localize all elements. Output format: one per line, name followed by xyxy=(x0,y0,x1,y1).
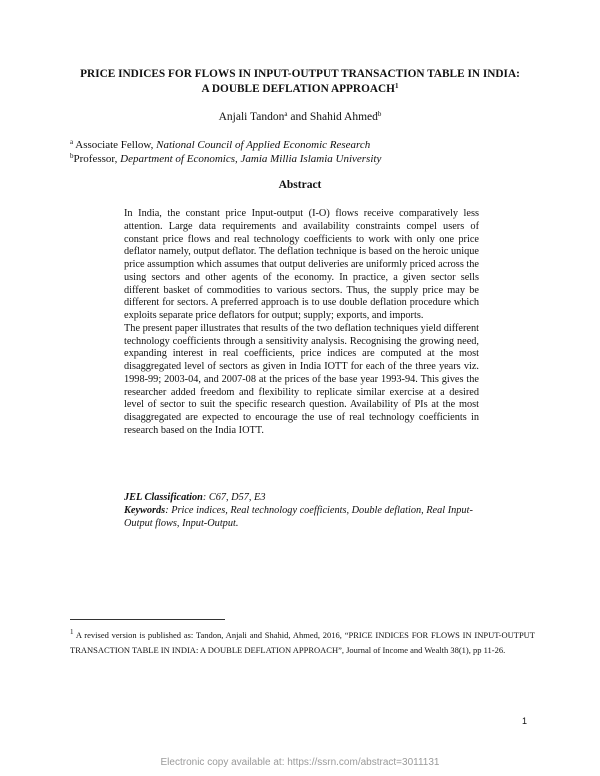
ssrn-banner: Electronic copy available at: https://ssrn.com/abstract=3011131 xyxy=(160,757,440,768)
keywords-label: Keywords xyxy=(124,505,166,516)
author-1-name: Anjali Tandon xyxy=(218,111,285,123)
affiliation-a-mark: a xyxy=(70,138,74,146)
title-line-2 xyxy=(60,82,540,97)
abstract-body xyxy=(124,208,479,438)
paper-title xyxy=(60,67,540,97)
title-line-2-text: A DOUBLE DEFLATION APPROACH xyxy=(201,83,395,95)
footnote-mark: 1 xyxy=(70,628,74,636)
affiliation-b-mark: b xyxy=(70,152,74,160)
keywords-line xyxy=(124,504,479,530)
title-footnote-mark: 1 xyxy=(394,82,399,90)
author-2-name: Shahid Ahmed xyxy=(309,111,378,123)
jel-line xyxy=(124,491,479,504)
abstract-paragraph-2: The present paper illustrates that results of the two deflation techniques yield different technology coefficients through a sensitivity analysis. Recognising the growing need, expanding interest in real coefficients, price indices are computed at the most disaggregated level of sectors as given in India IOTT for each of the three years viz. 1998-99; 2003-04, and 2007-08 at the prices of the base year 1993-94. This gives the researcher added freedom and flexibility to replicate similar exercise at a desired level of sector to suit the specific research question. Availability of PIs at the most disaggregated are expected to encourage the use of real technology coefficients in research based on the India IOTT. xyxy=(124,322,479,436)
footnote xyxy=(70,628,535,657)
author-2-mark: b xyxy=(377,110,382,118)
affiliation-b xyxy=(70,152,381,166)
footnote-divider xyxy=(70,619,225,620)
jel-label: JEL Classification xyxy=(124,492,203,503)
title-line-1: PRICE INDICES FOR FLOWS IN INPUT-OUTPUT TRANSACTION TABLE IN INDIA: xyxy=(80,68,520,80)
keywords-value: : Price indices, Real technology coefficients, Double deflation, Real Input-Output flows, Input-Output. xyxy=(124,505,473,529)
affiliation-a-role: Associate Fellow, xyxy=(75,139,157,151)
author-joiner: and xyxy=(287,111,310,123)
page-number: 1 xyxy=(522,716,528,726)
affiliation-a-org: National Council of Applied Economic Research xyxy=(156,139,371,151)
jel-value: : C67, D57, E3 xyxy=(202,492,266,503)
author-line xyxy=(0,111,600,123)
abstract-heading: Abstract xyxy=(278,179,322,191)
affiliation-b-org: Department of Economics, Jamia Millia Islamia University xyxy=(120,153,382,165)
affiliation-b-role: Professor, xyxy=(73,153,121,165)
classification-block xyxy=(124,491,479,530)
footnote-text: A revised version is published as: Tandon, Anjali and Shahid, Ahmed, 2016, “PRICE INDICES FOR FLOWS IN INPUT-OUTPUT TRANSACTION TABLE IN INDIA: A DOUBLE DEFLATION APPROACH”, Journal of Income and Wealth 38(1), pp 11-26. xyxy=(70,630,535,655)
abstract-paragraph-1: In India, the constant price Input-output (I-O) flows receive comparatively less attention. Large data requirements and availability constraints compel users of constant price flows and real technology coefficients to work with only one price deflator namely, output deflator. The deflation technique is based on the heroic unique price assumption which assumes that output deliveries are uniformly priced across the using sectors and other agents of the economy. In practice, a given sector sells different basket of commodities to various sectors. Thus, the supply price may be different for sectors. A preferred approach is to use double deflation procedure which exploits separate price deflators for output; supply; exports, and imports. xyxy=(124,208,479,321)
affiliation-a xyxy=(70,138,370,152)
author-1-mark: a xyxy=(284,110,288,118)
